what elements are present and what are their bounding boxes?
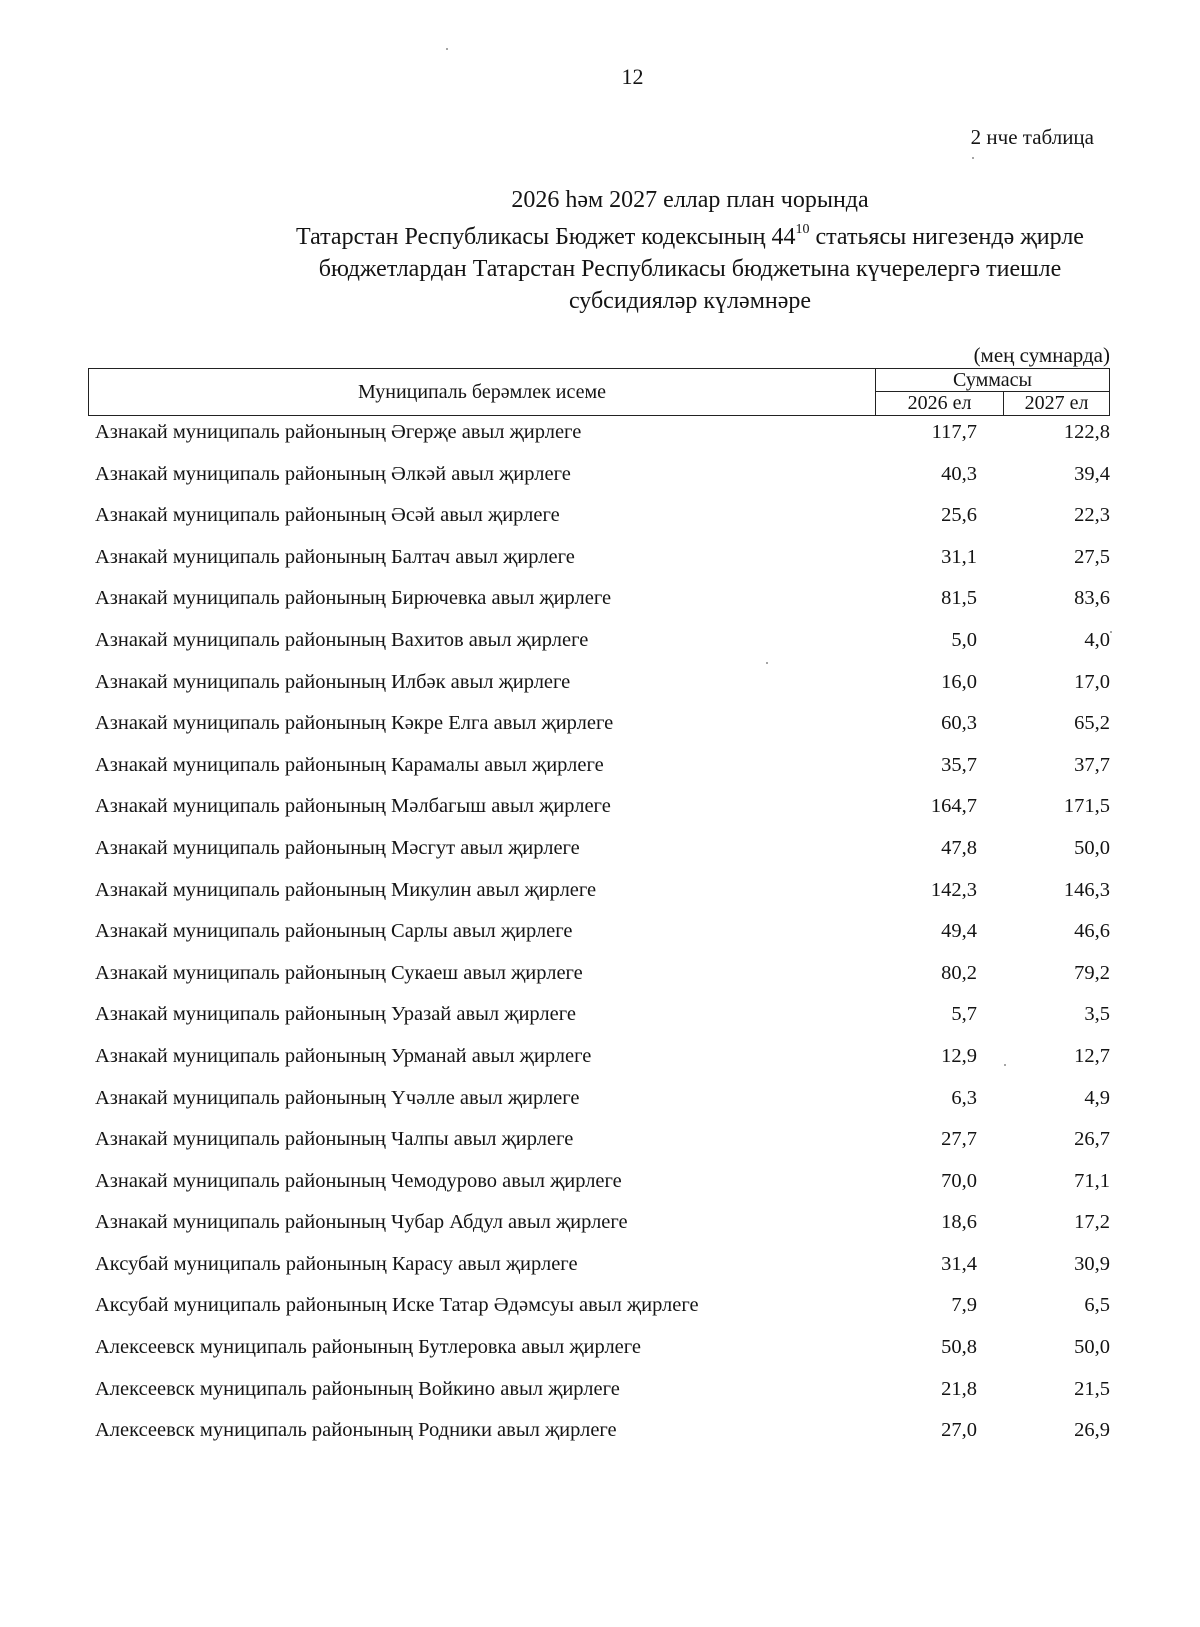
value-2026: 31,1 <box>941 545 977 568</box>
value-2027: 4,0 <box>1084 628 1110 651</box>
value-2027: 79,2 <box>1074 961 1110 984</box>
value-2027: 21,5 <box>1074 1377 1110 1400</box>
value-2026: 81,5 <box>941 587 977 610</box>
table-row <box>0 1333 1200 1375</box>
value-2026: 31,4 <box>941 1252 977 1275</box>
table-row <box>0 1167 1200 1209</box>
municipality-name: Азнакай муниципаль районының Әгерҗе авыл җирлеге <box>95 421 582 443</box>
value-2026: 27,0 <box>941 1419 977 1442</box>
table-row <box>0 751 1200 793</box>
value-2027: 3,5 <box>1084 1003 1110 1026</box>
title-line-4: субсидияләр күләмнәре <box>568 288 812 314</box>
municipality-name: Азнакай муниципаль районының Микулин авыл җирлеге <box>95 878 597 901</box>
table-row <box>0 959 1200 1001</box>
scan-speck <box>1110 631 1112 633</box>
value-2026: 5,7 <box>951 1003 977 1026</box>
value-2027: 71,1 <box>1074 1169 1110 1192</box>
value-2026: 49,4 <box>941 920 977 943</box>
scan-speck <box>766 662 768 664</box>
scan-speck <box>1004 1064 1006 1066</box>
table-row <box>0 917 1200 959</box>
table-row <box>0 1125 1200 1167</box>
value-2026: 12,9 <box>941 1044 977 1067</box>
value-2026: 117,7 <box>931 421 977 443</box>
table-row <box>0 626 1200 668</box>
table-row <box>0 1084 1200 1126</box>
title-line-1: 2026 һәм 2027 еллар план чорында <box>511 187 869 213</box>
municipality-name: Азнакай муниципаль районының Урманай авыл җирлеге <box>95 1044 592 1067</box>
municipality-name: Азнакай муниципаль районының Чубар Абдул авыл җирлеге <box>95 1211 628 1234</box>
municipality-name: Азнакай муниципаль районының Чемодурово авыл җирлеге <box>95 1169 622 1192</box>
value-2026: 80,2 <box>941 961 977 984</box>
title-line-3: бюджетлардан Татарстан Республикасы бюджетына күчерелергә тиешле <box>318 256 1062 282</box>
value-2026: 5,0 <box>951 628 977 651</box>
value-2026: 47,8 <box>941 836 977 859</box>
table-row <box>0 709 1200 751</box>
header-year-2027: 2027 ел <box>1024 392 1089 414</box>
value-2026: 70,0 <box>941 1169 977 1192</box>
value-2027: 27,5 <box>1074 545 1110 568</box>
municipality-name: Азнакай муниципаль районының Вахитов авыл җирлеге <box>95 628 589 651</box>
municipality-name: Азнакай муниципаль районының Уразай авыл җирлеге <box>95 1003 576 1026</box>
table-header <box>88 368 1110 416</box>
value-2026: 60,3 <box>941 712 977 735</box>
table-row <box>0 501 1200 543</box>
municipality-name: Азнакай муниципаль районының Балтач авыл җирлеге <box>95 545 575 568</box>
table-row <box>0 1291 1200 1333</box>
value-2027: 17,0 <box>1074 670 1110 693</box>
title-line-2-pre: Татарстан Республикасы Бюджет кодексының 44 <box>296 224 796 250</box>
value-2026: 164,7 <box>930 795 977 818</box>
value-2026: 25,6 <box>941 504 977 527</box>
table-row <box>0 1250 1200 1292</box>
municipality-name: Азнакай муниципаль районының Үчәлле авыл җирлеге <box>95 1086 580 1109</box>
table-row <box>0 460 1200 502</box>
value-2027: 50,0 <box>1074 1336 1110 1359</box>
value-2027: 39,4 <box>1074 462 1110 485</box>
municipality-name: Алексеевск муниципаль районының Бутлеровка авыл җирлеге <box>95 1336 642 1359</box>
header-year-2026: 2026 ел <box>876 392 1004 415</box>
municipality-name: Азнакай муниципаль районының Илбәк авыл җирлеге <box>95 670 571 693</box>
table-row <box>0 1375 1200 1417</box>
value-2027: 65,2 <box>1074 712 1110 735</box>
value-2027: 4,9 <box>1084 1086 1110 1109</box>
value-2026: 16,0 <box>941 670 977 693</box>
value-2027: 30,9 <box>1074 1252 1110 1275</box>
value-2026: 6,3 <box>951 1086 977 1109</box>
table-row <box>0 584 1200 626</box>
table-body <box>0 418 1200 1458</box>
table-row <box>0 543 1200 585</box>
value-2027: 122,8 <box>1063 421 1110 443</box>
municipality-name: Алексеевск муниципаль районының Родники авыл җирлеге <box>95 1419 617 1442</box>
municipality-name: Азнакай муниципаль районының Мәсгут авыл җирлеге <box>95 836 580 859</box>
header-sum-column: Суммасы <box>876 369 1109 392</box>
value-2027: 12,7 <box>1074 1044 1110 1067</box>
value-2026: 35,7 <box>941 753 977 776</box>
value-2027: 17,2 <box>1074 1211 1110 1234</box>
municipality-name: Азнакай муниципаль районының Бирючевка авыл җирлеге <box>95 587 612 610</box>
table-row <box>0 876 1200 918</box>
table-row <box>0 668 1200 710</box>
value-2026: 21,8 <box>941 1377 977 1400</box>
value-2027: 50,0 <box>1074 836 1110 859</box>
value-2026: 18,6 <box>941 1211 977 1234</box>
table-row <box>0 792 1200 834</box>
header-name-column: Муниципаль берәмлек исеме <box>89 369 876 415</box>
value-2027: 83,6 <box>1074 587 1110 610</box>
value-2027: 26,9 <box>1074 1419 1110 1442</box>
table-row <box>0 1208 1200 1250</box>
value-2027: 22,3 <box>1074 504 1110 527</box>
municipality-name: Азнакай муниципаль районының Чалпы авыл җирлеге <box>95 1128 574 1151</box>
municipality-name: Аксубай муниципаль районының Карасу авыл җирлеге <box>95 1252 578 1275</box>
value-2026: 27,7 <box>941 1128 977 1151</box>
table-label: 2 нче таблица <box>970 125 1094 149</box>
title-article-superscript: 10 <box>795 222 810 237</box>
scan-speck <box>972 157 974 159</box>
value-2027: 6,5 <box>1084 1294 1110 1317</box>
table-row <box>0 1042 1200 1084</box>
municipality-name: Азнакай муниципаль районының Кәкре Елга авыл җирлеге <box>95 712 614 735</box>
table-row <box>0 1000 1200 1042</box>
municipality-name: Азнакай муниципаль районының Мәлбагыш авыл җирлеге <box>95 795 611 818</box>
table-row <box>0 418 1200 460</box>
value-2027: 26,7 <box>1074 1128 1110 1151</box>
value-2027: 37,7 <box>1074 753 1110 776</box>
units-note: (мең сумнарда) <box>973 343 1110 367</box>
municipality-name: Азнакай муниципаль районының Әлкәй авыл җирлеге <box>95 462 571 485</box>
value-2027: 46,6 <box>1074 920 1110 943</box>
table-row <box>0 1416 1200 1458</box>
municipality-name: Азнакай муниципаль районының Сарлы авыл җирлеге <box>95 920 573 943</box>
value-2027: 171,5 <box>1063 795 1110 818</box>
title-line-2 <box>100 216 1200 253</box>
municipality-name: Аксубай муниципаль районының Иске Татар Әдәмсуы авыл җирлеге <box>95 1294 699 1317</box>
value-2027: 146,3 <box>1063 878 1110 901</box>
value-2026: 7,9 <box>951 1294 977 1317</box>
value-2026: 50,8 <box>941 1336 977 1359</box>
scan-speck <box>446 48 448 50</box>
document-title <box>100 184 1200 317</box>
table-row <box>0 834 1200 876</box>
page-number: 12 <box>621 64 644 89</box>
value-2026: 40,3 <box>941 462 977 485</box>
value-2026: 142,3 <box>930 878 977 901</box>
municipality-name: Азнакай муниципаль районының Карамалы авыл җирлеге <box>95 753 604 776</box>
title-line-2-post: статьясы нигезендә җирле <box>809 224 1084 250</box>
municipality-name: Азнакай муниципаль районының Сукаеш авыл җирлеге <box>95 961 583 984</box>
municipality-name: Азнакай муниципаль районының Әсәй авыл җирлеге <box>95 504 560 527</box>
municipality-name: Алексеевск муниципаль районының Войкино авыл җирлеге <box>95 1377 620 1400</box>
